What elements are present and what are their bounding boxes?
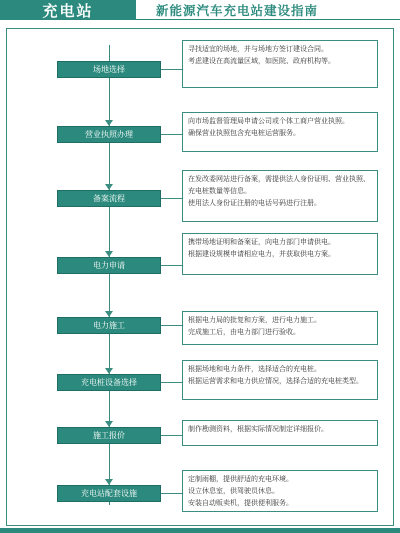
- flow-step: 充电桩设备选择: [57, 374, 161, 391]
- flow-step: 电力申请: [57, 257, 161, 274]
- note-connector: [161, 435, 182, 436]
- step-note: [182, 311, 378, 345]
- footer-bar: [0, 528, 400, 533]
- page-title: 新能源汽车充电站建设指南: [136, 0, 400, 20]
- step-note: [182, 360, 378, 400]
- note-line: 设立休息室，供驾驶员休息。: [188, 487, 279, 495]
- note-connector: [161, 493, 182, 494]
- note-line: 定制雨棚，提供舒适的充电环境。: [188, 475, 293, 483]
- note-connector: [161, 265, 182, 266]
- flow-step: 施工报价: [57, 427, 161, 444]
- flow-arrow-icon: [105, 184, 113, 190]
- note-connector: [161, 198, 182, 199]
- note-line: 考虑建设在高流量区域，如医院、政府机构等。: [188, 57, 335, 65]
- note-line: 寻找适宜的场地，并与场地方签订建设合同。: [188, 45, 328, 53]
- flow-arrow-icon: [105, 421, 113, 427]
- flow-step: 电力施工: [57, 317, 161, 334]
- header-tag: 充电站: [0, 0, 136, 20]
- flow-arrow-icon: [105, 368, 113, 374]
- note-line: 根据建设规模申请相应电力，并获取供电方案。: [188, 250, 335, 258]
- step-note: [182, 233, 378, 275]
- step-note: [182, 470, 378, 512]
- step-note: [182, 420, 378, 446]
- note-connector: [161, 134, 182, 135]
- flow-arrow-icon: [105, 120, 113, 126]
- flow-step: 场地选择: [57, 61, 161, 78]
- note-line: 在发改委网站进行备案，需提供法人身份证明、营业执照、充电桩数量等信息。: [188, 175, 370, 195]
- flow-arrow-icon: [105, 311, 113, 317]
- flow-step: 营业执照办理: [57, 126, 161, 143]
- note-line: 根据电力局的批复和方案，进行电力施工。: [188, 316, 321, 324]
- step-note: [182, 112, 378, 152]
- note-line: 根据场地和电力条件，选择适合的充电桩。: [188, 365, 321, 373]
- note-line: 安装自动贩卖机，提供便利服务。: [188, 499, 293, 507]
- note-connector: [161, 382, 182, 383]
- flow-arrow-icon: [105, 251, 113, 257]
- note-line: 完成施工后，由电力部门进行验收。: [188, 328, 300, 336]
- note-line: 根据运营需求和电力供应情况，选择合适的充电桩类型。: [188, 377, 363, 385]
- flow-arrow-icon: [105, 479, 113, 485]
- flow-step: 备案流程: [57, 190, 161, 207]
- note-line: 确保营业执照包含充电桩运营服务。: [188, 129, 300, 137]
- note-connector: [161, 325, 182, 326]
- step-note: [182, 40, 378, 88]
- flowchart-frame: [6, 28, 394, 526]
- flow-step: 充电站配套设施: [57, 485, 161, 502]
- note-line: 携带场地证明和备案证，向电力部门申请供电。: [188, 238, 335, 246]
- note-line: 制作勘测资料，根据实际情况制定详细报价。: [188, 425, 328, 433]
- note-connector: [161, 69, 182, 70]
- note-line: 向市场监督管理局申请公司或个体工商户营业执照。: [188, 117, 349, 125]
- page-header: [0, 0, 400, 20]
- note-line: 使用法人身份证注册的电话号码进行注册。: [188, 199, 321, 207]
- step-note: [182, 170, 378, 222]
